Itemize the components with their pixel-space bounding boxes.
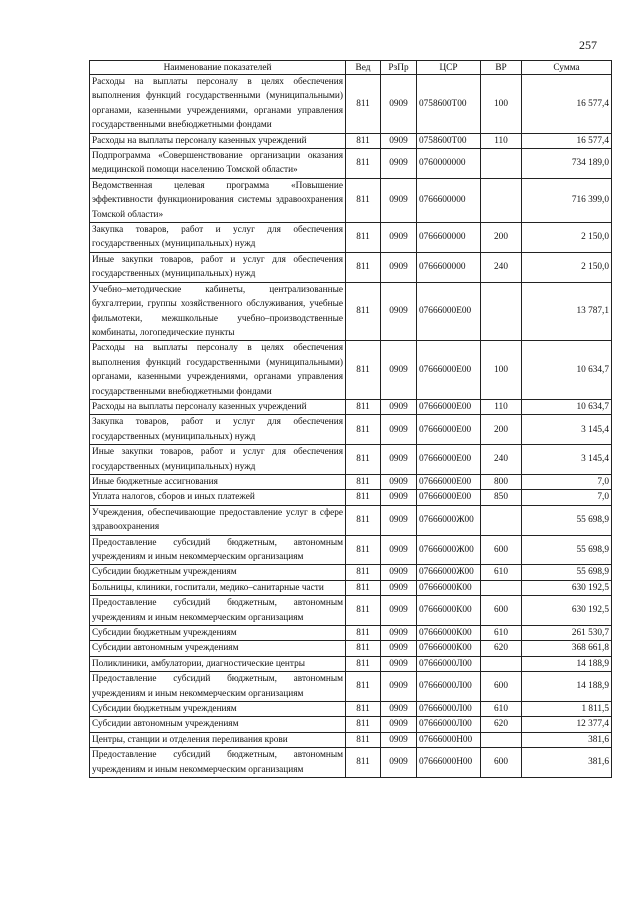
table-row	[90, 252, 612, 282]
row-sum: 381,6	[522, 732, 612, 747]
row-csr: 07666000К00	[417, 580, 481, 595]
row-vr: 610	[481, 626, 522, 641]
row-csr: 07666000Ж00	[417, 505, 481, 535]
row-rzpr: 0909	[381, 656, 417, 671]
header-ved: Вед	[346, 61, 381, 75]
row-sum: 55 698,9	[522, 535, 612, 565]
row-name: Субсидии бюджетным учреждениям	[90, 702, 346, 717]
row-rzpr: 0909	[381, 282, 417, 341]
row-vr	[481, 656, 522, 671]
row-rzpr: 0909	[381, 732, 417, 747]
table-row	[90, 565, 612, 580]
row-sum: 10 634,7	[522, 341, 612, 400]
row-sum: 14 188,9	[522, 672, 612, 702]
row-name: Закупка товаров, работ и услуг для обеспечения государственных (муниципальных) нужд	[90, 415, 346, 445]
row-rzpr: 0909	[381, 223, 417, 253]
row-rzpr: 0909	[381, 702, 417, 717]
row-sum: 7,0	[522, 474, 612, 489]
row-ved: 811	[346, 415, 381, 445]
row-rzpr: 0909	[381, 341, 417, 400]
row-name: Предоставление субсидий бюджетным, автономным учреждениям и иным некоммерческим организациям	[90, 672, 346, 702]
table-row	[90, 399, 612, 414]
row-ved: 811	[346, 702, 381, 717]
row-sum: 381,6	[522, 748, 612, 778]
row-vr: 620	[481, 641, 522, 656]
row-ved: 811	[346, 474, 381, 489]
row-csr: 07666000Е00	[417, 282, 481, 341]
row-rzpr: 0909	[381, 535, 417, 565]
row-name: Иные закупки товаров, работ и услуг для обеспечения государственных (муниципальных) нужд	[90, 252, 346, 282]
table-row	[90, 415, 612, 445]
row-vr: 610	[481, 565, 522, 580]
header-name: Наименование показателей	[90, 61, 346, 75]
row-sum: 3 145,4	[522, 415, 612, 445]
row-name: Расходы на выплаты персоналу казенных учреждений	[90, 399, 346, 414]
row-rzpr: 0909	[381, 415, 417, 445]
row-sum: 7,0	[522, 490, 612, 505]
row-ved: 811	[346, 656, 381, 671]
row-name: Закупка товаров, работ и услуг для обеспечения государственных (муниципальных) нужд	[90, 223, 346, 253]
row-sum: 2 150,0	[522, 223, 612, 253]
row-sum: 14 188,9	[522, 656, 612, 671]
row-ved: 811	[346, 717, 381, 732]
row-csr: 07666000Е00	[417, 445, 481, 475]
row-name: Центры, станции и отделения переливания крови	[90, 732, 346, 747]
row-name: Учреждения, обеспечивающие предоставление услуг в сфере здравоохранения	[90, 505, 346, 535]
row-ved: 811	[346, 732, 381, 747]
row-ved: 811	[346, 580, 381, 595]
row-rzpr: 0909	[381, 626, 417, 641]
row-rzpr: 0909	[381, 75, 417, 134]
row-ved: 811	[346, 75, 381, 134]
row-vr: 100	[481, 75, 522, 134]
row-sum: 55 698,9	[522, 505, 612, 535]
table-row	[90, 596, 612, 626]
table-row	[90, 445, 612, 475]
row-csr: 07666000Ж00	[417, 565, 481, 580]
row-rzpr: 0909	[381, 505, 417, 535]
row-sum: 16 577,4	[522, 75, 612, 134]
row-vr	[481, 505, 522, 535]
table-row	[90, 535, 612, 565]
row-ved: 811	[346, 252, 381, 282]
row-sum: 1 811,5	[522, 702, 612, 717]
row-name: Предоставление субсидий бюджетным, автономным учреждениям и иным некоммерческим организациям	[90, 748, 346, 778]
row-sum: 55 698,9	[522, 565, 612, 580]
row-rzpr: 0909	[381, 252, 417, 282]
row-ved: 811	[346, 565, 381, 580]
row-ved: 811	[346, 490, 381, 505]
row-ved: 811	[346, 626, 381, 641]
row-name: Расходы на выплаты персоналу в целях обеспечения выполнения функций государственными (муниципальными) органами, казенными учреждениями, органами управления государственными внебюджетными фондами	[90, 341, 346, 400]
row-ved: 811	[346, 748, 381, 778]
row-vr: 240	[481, 252, 522, 282]
header-csr: ЦСР	[417, 61, 481, 75]
row-csr: 07666000Л00	[417, 717, 481, 732]
header-vr: ВР	[481, 61, 522, 75]
row-sum: 734 189,0	[522, 149, 612, 179]
table-row	[90, 641, 612, 656]
row-ved: 811	[346, 505, 381, 535]
table-row	[90, 732, 612, 747]
row-rzpr: 0909	[381, 474, 417, 489]
row-name: Субсидии автономным учреждениям	[90, 717, 346, 732]
row-vr: 600	[481, 596, 522, 626]
row-rzpr: 0909	[381, 565, 417, 580]
row-csr: 0758600Т00	[417, 75, 481, 134]
row-csr: 07666000Е00	[417, 490, 481, 505]
row-sum: 13 787,1	[522, 282, 612, 341]
row-ved: 811	[346, 282, 381, 341]
table-row	[90, 626, 612, 641]
table-row	[90, 178, 612, 222]
row-vr: 200	[481, 223, 522, 253]
row-name: Предоставление субсидий бюджетным, автономным учреждениям и иным некоммерческим организациям	[90, 535, 346, 565]
row-name: Предоставление субсидий бюджетным, автономным учреждениям и иным некоммерческим организациям	[90, 596, 346, 626]
row-name: Подпрограмма «Совершенствование организации оказания медицинской помощи населению Томской области»	[90, 149, 346, 179]
row-vr: 110	[481, 133, 522, 148]
row-ved: 811	[346, 672, 381, 702]
row-csr: 07666000Л00	[417, 702, 481, 717]
table-row	[90, 656, 612, 671]
row-vr	[481, 178, 522, 222]
row-csr: 07666000Е00	[417, 415, 481, 445]
row-name: Учебно–методические кабинеты, централизованные бухгалтерии, группы хозяйственного обслуживания, учебные фильмотеки, межшкольные учебно–производственные комбинаты, логопедические пункты	[90, 282, 346, 341]
row-sum: 716 399,0	[522, 178, 612, 222]
header-rzpr: РзПр	[381, 61, 417, 75]
row-vr: 620	[481, 717, 522, 732]
row-rzpr: 0909	[381, 717, 417, 732]
row-csr: 0766600000	[417, 223, 481, 253]
row-ved: 811	[346, 178, 381, 222]
table-row	[90, 490, 612, 505]
row-csr: 0758600Т00	[417, 133, 481, 148]
row-vr	[481, 149, 522, 179]
row-sum: 630 192,5	[522, 596, 612, 626]
row-vr	[481, 732, 522, 747]
row-sum: 16 577,4	[522, 133, 612, 148]
row-vr: 800	[481, 474, 522, 489]
row-rzpr: 0909	[381, 672, 417, 702]
header-sum: Сумма	[522, 61, 612, 75]
row-sum: 630 192,5	[522, 580, 612, 595]
row-csr: 07666000Н00	[417, 748, 481, 778]
row-vr: 850	[481, 490, 522, 505]
table-header-row	[90, 61, 612, 75]
row-ved: 811	[346, 149, 381, 179]
row-ved: 811	[346, 535, 381, 565]
row-name: Расходы на выплаты персоналу в целях обеспечения выполнения функций государственными (муниципальными) органами, казенными учреждениями, органами управления государственными внебюджетными фондами	[90, 75, 346, 134]
row-ved: 811	[346, 399, 381, 414]
row-ved: 811	[346, 133, 381, 148]
row-csr: 07666000К00	[417, 626, 481, 641]
table-row	[90, 133, 612, 148]
row-csr: 07666000Ж00	[417, 535, 481, 565]
row-csr: 0760000000	[417, 149, 481, 179]
row-csr: 07666000К00	[417, 641, 481, 656]
row-vr	[481, 580, 522, 595]
table-row	[90, 702, 612, 717]
row-ved: 811	[346, 596, 381, 626]
table-row	[90, 341, 612, 400]
row-sum: 10 634,7	[522, 399, 612, 414]
row-rzpr: 0909	[381, 178, 417, 222]
budget-table	[89, 60, 612, 778]
row-ved: 811	[346, 445, 381, 475]
row-vr: 100	[481, 341, 522, 400]
row-sum: 3 145,4	[522, 445, 612, 475]
row-rzpr: 0909	[381, 596, 417, 626]
row-vr: 610	[481, 702, 522, 717]
row-name: Иные закупки товаров, работ и услуг для обеспечения государственных (муниципальных) нужд	[90, 445, 346, 475]
row-csr: 07666000Л00	[417, 672, 481, 702]
table-row	[90, 505, 612, 535]
table-row	[90, 223, 612, 253]
table-row	[90, 75, 612, 134]
row-csr: 07666000Е00	[417, 399, 481, 414]
row-sum: 12 377,4	[522, 717, 612, 732]
row-name: Уплата налогов, сборов и иных платежей	[90, 490, 346, 505]
row-name: Субсидии автономным учреждениям	[90, 641, 346, 656]
row-csr: 07666000Е00	[417, 474, 481, 489]
row-rzpr: 0909	[381, 149, 417, 179]
table-row	[90, 672, 612, 702]
row-name: Субсидии бюджетным учреждениям	[90, 626, 346, 641]
row-vr: 600	[481, 535, 522, 565]
row-ved: 811	[346, 641, 381, 656]
row-csr: 07666000Е00	[417, 341, 481, 400]
row-rzpr: 0909	[381, 399, 417, 414]
row-sum: 2 150,0	[522, 252, 612, 282]
row-csr: 07666000К00	[417, 596, 481, 626]
row-name: Ведомственная целевая программа «Повышение эффективности функционирования системы здравоохранения Томской области»	[90, 178, 346, 222]
table-row	[90, 748, 612, 778]
row-vr: 200	[481, 415, 522, 445]
table-row	[90, 580, 612, 595]
row-csr: 0766600000	[417, 252, 481, 282]
row-csr: 0766600000	[417, 178, 481, 222]
row-name: Больницы, клиники, госпитали, медико–санитарные части	[90, 580, 346, 595]
row-rzpr: 0909	[381, 490, 417, 505]
row-vr	[481, 282, 522, 341]
row-name: Расходы на выплаты персоналу казенных учреждений	[90, 133, 346, 148]
row-name: Поликлиники, амбулатории, диагностические центры	[90, 656, 346, 671]
row-sum: 261 530,7	[522, 626, 612, 641]
row-csr: 07666000Н00	[417, 732, 481, 747]
row-rzpr: 0909	[381, 133, 417, 148]
row-vr: 110	[481, 399, 522, 414]
row-name: Субсидии бюджетным учреждениям	[90, 565, 346, 580]
table-body	[90, 75, 612, 778]
row-csr: 07666000Л00	[417, 656, 481, 671]
row-vr: 600	[481, 748, 522, 778]
row-ved: 811	[346, 341, 381, 400]
table-row	[90, 474, 612, 489]
row-vr: 240	[481, 445, 522, 475]
row-vr: 600	[481, 672, 522, 702]
row-rzpr: 0909	[381, 641, 417, 656]
table-row	[90, 717, 612, 732]
row-ved: 811	[346, 223, 381, 253]
table-row	[90, 149, 612, 179]
page-number: 257	[579, 38, 597, 52]
table-row	[90, 282, 612, 341]
row-rzpr: 0909	[381, 445, 417, 475]
row-name: Иные бюджетные ассигнования	[90, 474, 346, 489]
row-rzpr: 0909	[381, 580, 417, 595]
row-rzpr: 0909	[381, 748, 417, 778]
row-sum: 368 661,8	[522, 641, 612, 656]
